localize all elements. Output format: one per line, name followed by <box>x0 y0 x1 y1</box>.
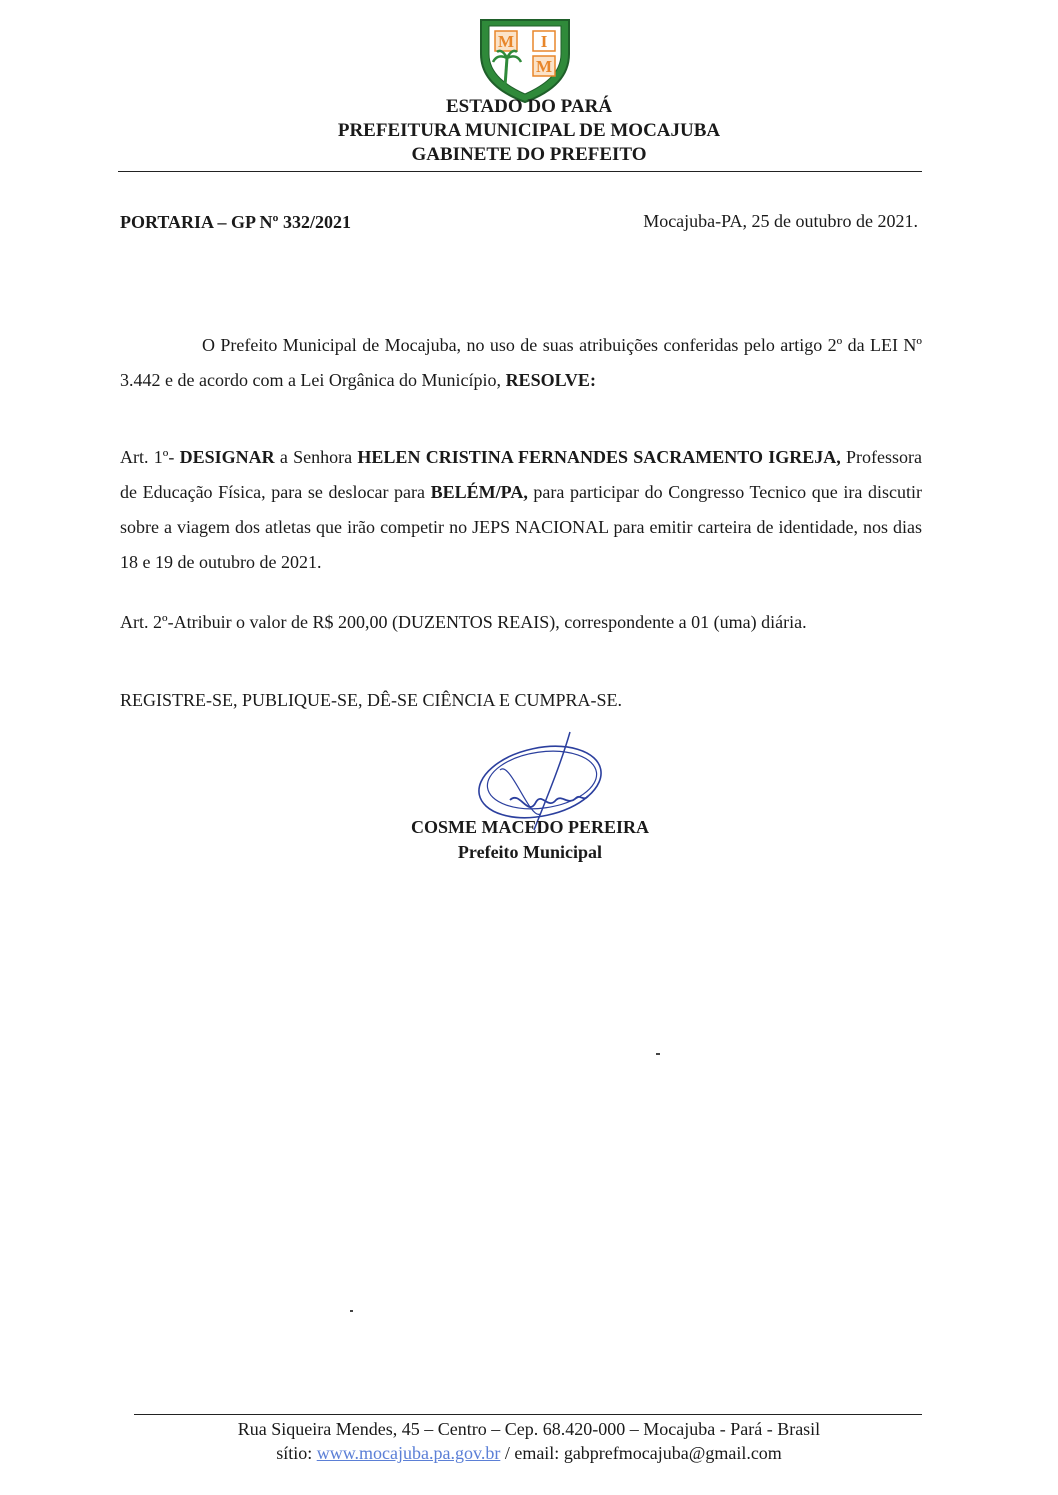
art1-text1: a Senhora <box>274 447 358 467</box>
header-state: ESTADO DO PARÁ <box>445 96 613 117</box>
footer-contact <box>0 1441 1058 1465</box>
footer-divider <box>134 1414 922 1415</box>
crest-letter-left: M <box>497 32 515 51</box>
signatory-block <box>360 815 700 865</box>
document-date: Mocajuba-PA, 25 de outubro de 2021. <box>643 211 918 231</box>
closing-statement: REGISTRE-SE, PUBLIQUE-SE, DÊ-SE CIÊNCIA E CUMPRA-SE. <box>120 690 623 710</box>
article-1 <box>120 440 922 580</box>
header-prefecture: PREFEITURA MUNICIPAL DE MOCAJUBA <box>337 120 721 141</box>
header-divider <box>118 171 922 172</box>
crest-letter-right: M <box>535 57 553 76</box>
scan-speck <box>350 1310 353 1312</box>
intro-paragraph <box>120 328 922 398</box>
art1-designar: DESIGNAR <box>179 447 275 467</box>
header-cabinet: GABINETE DO PREFEITO <box>411 144 647 165</box>
portaria-number: PORTARIA – GP Nº 332/2021 <box>120 212 351 232</box>
footer-address: Rua Siqueira Mendes, 45 – Centro – Cep. 68.420-000 – Mocajuba - Pará - Brasil <box>237 1419 821 1439</box>
footer-email: gabprefmocajuba@gmail.com <box>563 1443 782 1463</box>
intro-resolve: RESOLVE: <box>505 370 596 390</box>
intro-text: O Prefeito Municipal de Mocajuba, no uso de suas atribuições conferidas pelo artigo 2º da LEI Nº 3.442 e de acordo com a Lei Orgânica do Município, <box>120 335 922 390</box>
scan-speck <box>656 1053 660 1055</box>
signatory-title: Prefeito Municipal <box>457 842 603 862</box>
footer-site-label: sítio: <box>276 1443 317 1463</box>
coat-of-arms-icon <box>473 14 577 104</box>
article-2: Art. 2º-Atribuir o valor de R$ 200,00 (DUZENTOS REAIS), correspondente a 01 (uma) diária. <box>120 612 807 632</box>
footer-site-link[interactable]: www.mocajuba.pa.gov.br <box>316 1443 501 1463</box>
art1-text3: para participar do Congresso Tecnico que ira discutir sobre a viagem dos atletas que irão competir no JEPS NACIONAL para emitir carteira de identidade, nos dias 18 e 19 de outubro de 2021. <box>120 482 922 572</box>
art1-person-name: HELEN CRISTINA FERNANDES SACRAMENTO IGREJA, <box>357 447 841 467</box>
footer-email-label: / email: <box>500 1443 564 1463</box>
art1-destination: BELÉM/PA, <box>430 482 528 502</box>
crest-letter-top: I <box>540 32 548 51</box>
art1-prefix: Art. 1º- <box>120 447 180 467</box>
signatory-name: COSME MACEDO PEREIRA <box>410 817 649 837</box>
art1-text2: Professora de Educação Física, para se deslocar para <box>120 447 922 502</box>
